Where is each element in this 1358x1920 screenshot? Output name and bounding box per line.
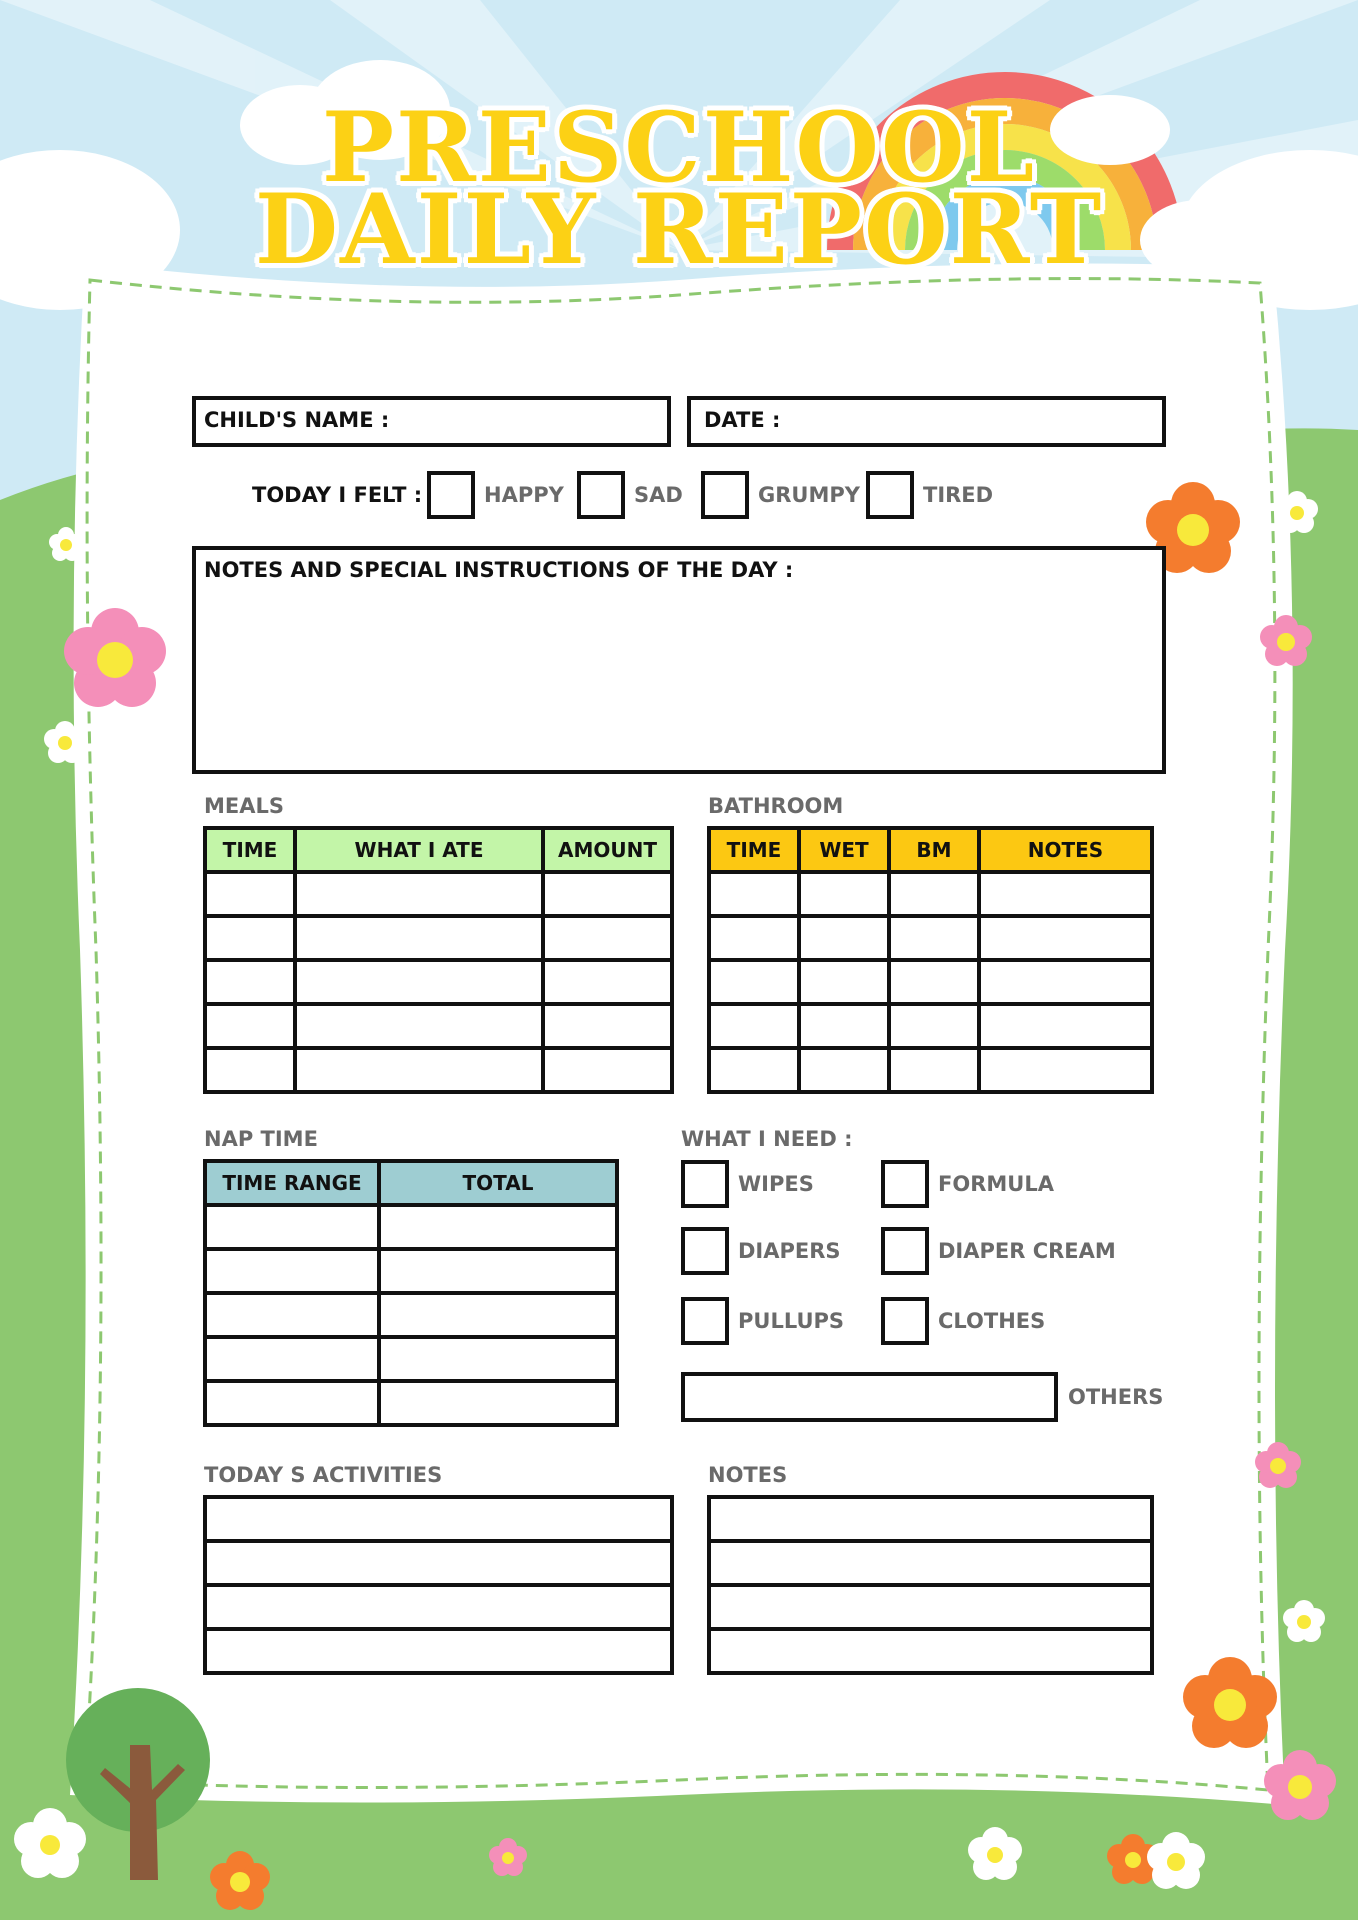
needs-title: WHAT I NEED : <box>681 1127 853 1151</box>
mood-label: TODAY I FELT : <box>252 483 423 507</box>
bathroom-table <box>707 826 1154 1094</box>
pullups-label: PULLUPS <box>738 1309 845 1333</box>
meals-header-time: TIME <box>205 828 295 872</box>
wipes-label: WIPES <box>738 1172 814 1196</box>
clothes-checkbox[interactable] <box>881 1297 929 1345</box>
nap-header-range: TIME RANGE <box>205 1161 379 1205</box>
diapers-checkbox[interactable] <box>681 1227 729 1275</box>
diaper-cream-label: DIAPER CREAM <box>938 1239 1116 1263</box>
table-row <box>205 1337 617 1381</box>
activities-table <box>203 1495 674 1675</box>
nap-title: NAP TIME <box>204 1127 318 1151</box>
meals-header-what: WHAT I ATE <box>295 828 543 872</box>
page-title-line1: PRESCHOOL <box>321 91 1037 204</box>
clothes-label: CLOTHES <box>938 1309 1046 1333</box>
formula-label: FORMULA <box>938 1172 1054 1196</box>
bathroom-header-time: TIME <box>709 828 799 872</box>
table-row <box>205 1004 672 1048</box>
mood-grumpy-checkbox[interactable] <box>701 471 749 519</box>
mood-grumpy-label: GRUMPY <box>758 483 860 507</box>
mood-sad-checkbox[interactable] <box>577 471 625 519</box>
table-row <box>709 1585 1152 1629</box>
mood-tired-label: TIRED <box>923 483 994 507</box>
table-row <box>205 916 672 960</box>
table-row <box>205 1249 617 1293</box>
meals-table <box>203 826 674 1094</box>
table-row <box>709 916 1152 960</box>
table-row <box>709 1541 1152 1585</box>
page-title-line2: DAILY REPORT <box>254 173 1104 286</box>
meals-header-amount: AMOUNT <box>543 828 672 872</box>
bathroom-header-notes: NOTES <box>979 828 1152 872</box>
mood-happy-label: HAPPY <box>484 483 564 507</box>
formula-checkbox[interactable] <box>881 1160 929 1208</box>
mood-tired-checkbox[interactable] <box>866 471 914 519</box>
table-row <box>205 1381 617 1425</box>
diaper-cream-checkbox[interactable] <box>881 1227 929 1275</box>
bathroom-header-bm: BM <box>889 828 979 872</box>
table-row <box>205 960 672 1004</box>
nap-header-total: TOTAL <box>379 1161 617 1205</box>
table-row <box>205 1205 617 1249</box>
table-row <box>205 1293 617 1337</box>
others-field[interactable] <box>681 1372 1058 1422</box>
table-row <box>205 872 672 916</box>
others-label: OTHERS <box>1068 1385 1164 1409</box>
nap-table <box>203 1159 619 1427</box>
table-row <box>709 960 1152 1004</box>
meals-title: MEALS <box>204 794 285 818</box>
table-row <box>205 1497 672 1541</box>
bathroom-header-wet: WET <box>799 828 889 872</box>
mood-happy-checkbox[interactable] <box>427 471 475 519</box>
date-label: DATE : <box>704 408 781 432</box>
child-name-label: CHILD'S NAME : <box>204 408 390 432</box>
table-row <box>709 1048 1152 1092</box>
mood-sad-label: SAD <box>634 483 683 507</box>
table-row <box>205 1048 672 1092</box>
notes-title: NOTES <box>708 1463 788 1487</box>
table-row <box>205 1629 672 1673</box>
table-row <box>205 1585 672 1629</box>
notes-table <box>707 1495 1154 1675</box>
diapers-label: DIAPERS <box>738 1239 841 1263</box>
table-row <box>709 1004 1152 1048</box>
table-row <box>205 1541 672 1585</box>
bathroom-title: BATHROOM <box>708 794 844 818</box>
activities-title: TODAY S ACTIVITIES <box>204 1463 443 1487</box>
table-row <box>709 1629 1152 1673</box>
wipes-checkbox[interactable] <box>681 1160 729 1208</box>
pullups-checkbox[interactable] <box>681 1297 729 1345</box>
special-instructions-label: NOTES AND SPECIAL INSTRUCTIONS OF THE DAY : <box>204 558 794 582</box>
table-row <box>709 872 1152 916</box>
table-row <box>709 1497 1152 1541</box>
